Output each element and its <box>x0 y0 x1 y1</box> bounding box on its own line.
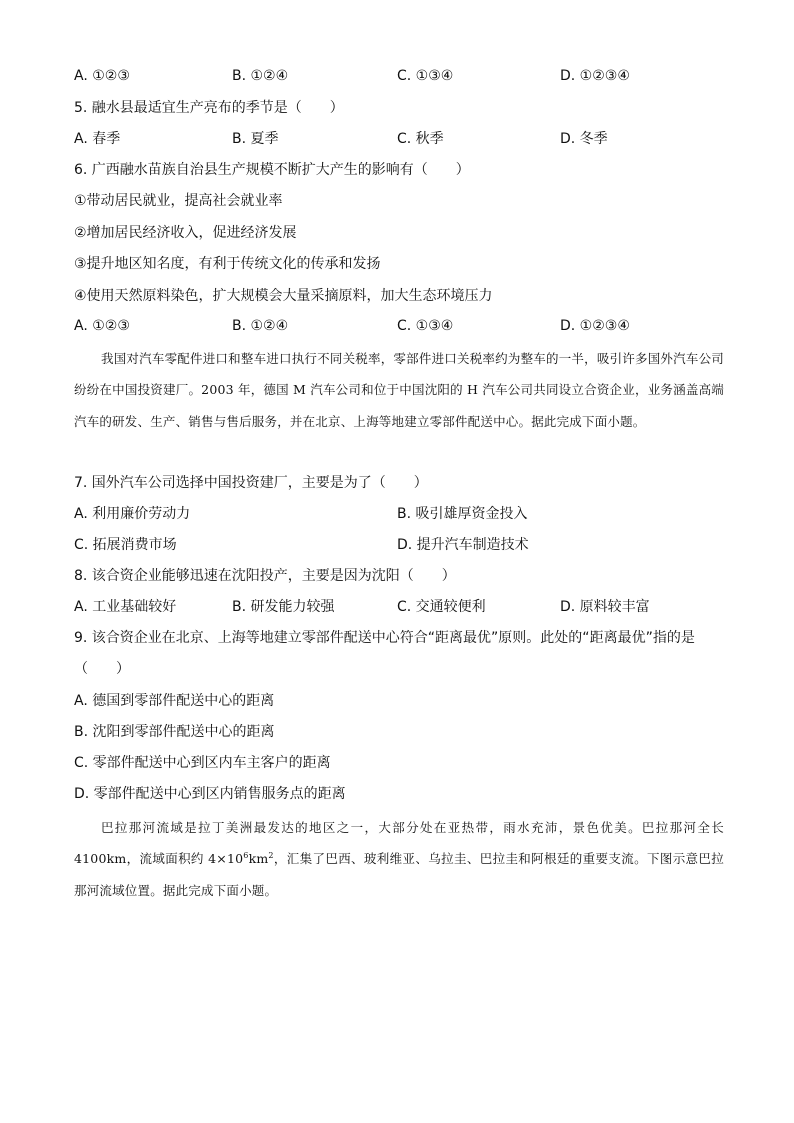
q9-option-c[interactable]: C. 零部件配送中心到区内车主客户的距离 <box>74 755 331 771</box>
q6-item-1: ①带动居民就业，提高社会就业率 <box>74 193 283 209</box>
q6-item-4: ④使用天然原料染色，扩大规模会大量采摘原料，加大生态环境压力 <box>74 288 493 304</box>
q7-option-b[interactable]: B. 吸引雄厚资金投入 <box>397 506 528 522</box>
q4-option-c[interactable]: C. ①③④ <box>397 68 454 84</box>
q8-option-c[interactable]: C. 交通较便利 <box>397 599 486 615</box>
q7-option-a[interactable]: A. 利用廉价劳动力 <box>74 506 191 522</box>
q5-options <box>74 129 734 149</box>
passage-parana-unit: km <box>248 851 269 867</box>
q6-item-2: ②增加居民经济收入，促进经济发展 <box>74 225 297 241</box>
q9-option-d[interactable]: D. 零部件配送中心到区内销售服务点的距离 <box>74 786 346 802</box>
q4-options <box>74 66 734 86</box>
passage-parana-unit-exponent: 2 <box>268 851 274 861</box>
q6-item-3: ③提升地区知名度，有利于传统文化的传承和发扬 <box>74 256 381 272</box>
q7-option-c[interactable]: C. 拓展消费市场 <box>74 537 177 553</box>
q5-option-d[interactable]: D. 冬季 <box>560 131 608 147</box>
q8-option-d[interactable]: D. 原料较丰富 <box>560 599 650 615</box>
q6-options <box>74 316 734 336</box>
q9-option-a[interactable]: A. 德国到零部件配送中心的距离 <box>74 693 275 709</box>
q5-option-a[interactable]: A. 春季 <box>74 131 121 147</box>
q7-option-d[interactable]: D. 提升汽车制造技术 <box>397 537 529 553</box>
q8-option-b[interactable]: B. 研发能力较强 <box>232 599 335 615</box>
q8-options <box>74 597 734 617</box>
passage-parana-part1: 巴拉那河流域是拉丁美洲最发达的地区之一，大部分处在亚热带，雨水充沛，景色优美。巴拉那河全长 4100km，流域面积约 4×10 <box>74 820 724 867</box>
q6-option-b[interactable]: B. ①②④ <box>232 318 289 334</box>
q6-option-d[interactable]: D. ①②③④ <box>560 318 630 334</box>
passage-parana-text <box>74 812 724 906</box>
reading-passage-auto <box>74 343 724 437</box>
q4-option-d[interactable]: D. ①②③④ <box>560 68 630 84</box>
passage-parana-part3: ，汇集了巴西、玻利维亚、乌拉圭、巴拉圭和阿根廷的重要支流。下图示意巴拉那河流域位置。据此完成下面小题。 <box>74 851 724 898</box>
q8-stem: 8. 该合资企业能够迅速在沈阳投产，主要是因为沈阳（ ） <box>74 568 456 584</box>
q8-option-a[interactable]: A. 工业基础较好 <box>74 599 177 615</box>
q7-options-row2 <box>74 535 734 555</box>
q9-stem-continued: （ ） <box>74 661 130 677</box>
q7-options <box>74 504 734 524</box>
q4-option-a[interactable]: A. ①②③ <box>74 68 130 84</box>
q6-stem: 6. 广西融水苗族自治县生产规模不断扩大产生的影响有（ ） <box>74 162 470 178</box>
q6-option-c[interactable]: C. ①③④ <box>397 318 454 334</box>
q6-option-a[interactable]: A. ①②③ <box>74 318 130 334</box>
q7-stem: 7. 国外汽车公司选择中国投资建厂，主要是为了（ ） <box>74 475 428 491</box>
q5-option-b[interactable]: B. 夏季 <box>232 131 279 147</box>
q9-stem: 9. 该合资企业在北京、上海等地建立零部件配送中心符合“距离最优”原则。此处的“距离最优”指的是 <box>74 630 695 646</box>
reading-passage-parana <box>74 812 724 906</box>
q9-option-b[interactable]: B. 沈阳到零部件配送中心的距离 <box>74 724 275 740</box>
passage-parana-exponent: 6 <box>243 851 249 861</box>
q5-option-c[interactable]: C. 秋季 <box>397 131 444 147</box>
passage-auto-text: 我国对汽车零配件进口和整车进口执行不同关税率，零部件进口关税率约为整车的一半，吸引许多国外汽车公司纷纷在中国投资建厂。2003 年，德国 M 汽车公司和位于中国沈阳的 H 汽车公司共同设立合资企业，业务涵盖高端汽车的研发、生产、销售与售后服务，并在北京、上海等地建立零部件配送中心。据此完成下面小题。 <box>74 351 724 429</box>
q5-stem: 5. 融水县最适宜生产亮布的季节是（ ） <box>74 100 344 116</box>
q4-option-b[interactable]: B. ①②④ <box>232 68 289 84</box>
